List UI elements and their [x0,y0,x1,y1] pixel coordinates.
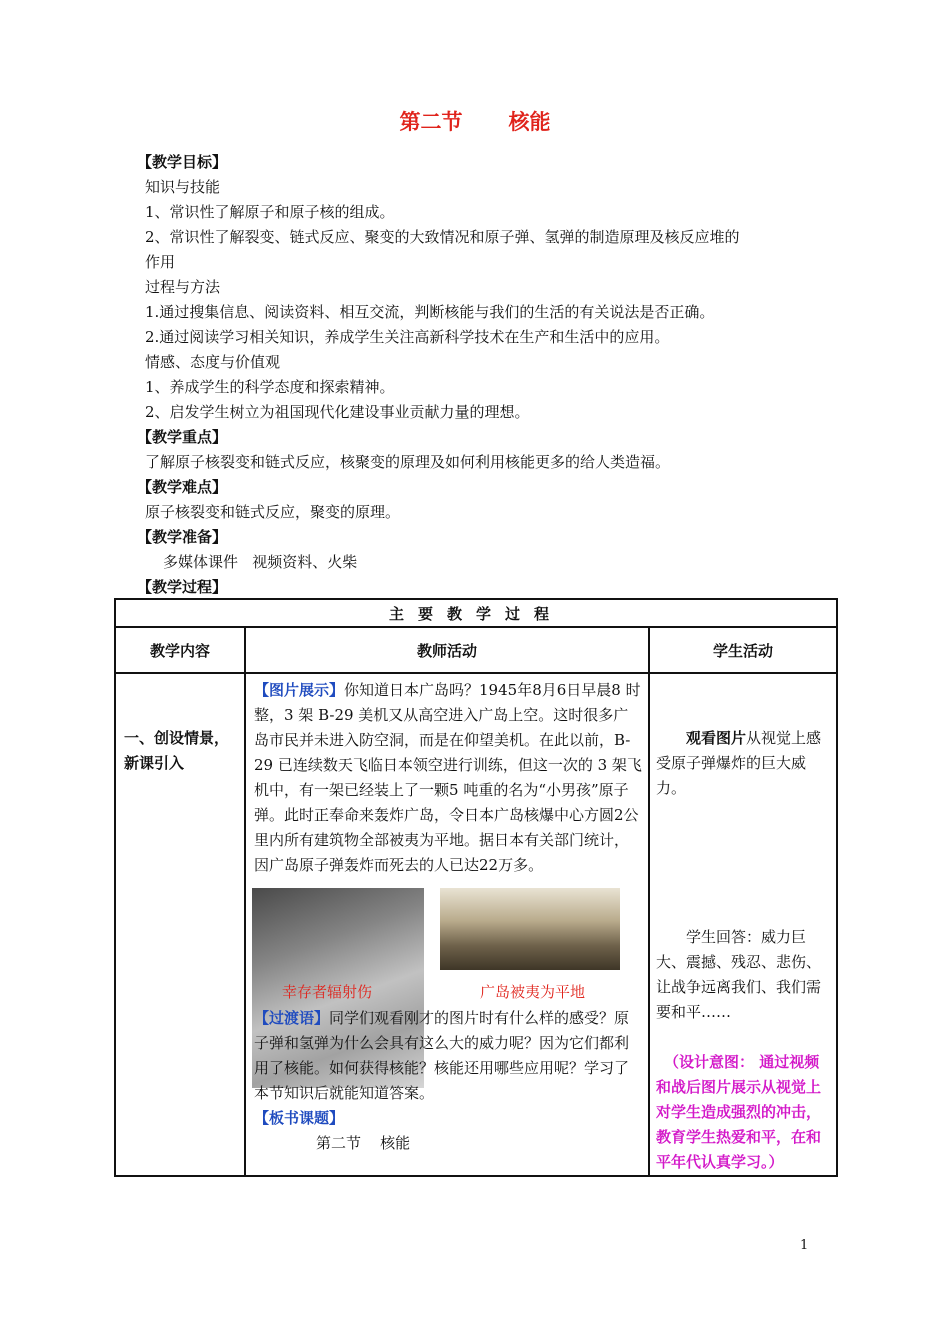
design-intent-note: （设计意图： 通过视频和战后图片展示从视觉上对学生造成强烈的冲击，教育学生热爱和平，在和平年代认真学习。） [656,1053,822,1171]
column-header-student: 学生活动 [649,627,837,673]
picture-text: 你知道日本广岛吗？1945年8月6日早晨8 时整，3 架 B-29 美机又从高空进入广岛上空。这时很多广岛市民并未进入防空洞，而是在仰望美机。在此以前，B-29 已连续数天飞临日本领空进行训练，但这一次的 3 架飞机中，有一架已经装上了一颗5 吨重的名为“小男孩”原子弹。此时正奉命来轰炸广岛，令日本广岛核爆中心方圆2公里内所有建筑物全部被夷为平地。据日本有关部门统计，因广岛原子弹轰炸而死去的人已达22万多。 [254,681,642,874]
picture-paragraph [254,678,642,878]
picture-tag: 【图片展示】 [254,681,345,699]
objective-line: 2.通过阅读学习相关知识，养成学生关注高新科学技术在生产和生活中的应用。 [145,328,670,346]
page-title [0,106,950,136]
objective-line: 情感、态度与价值观 [145,353,281,371]
lesson-intro [137,150,825,600]
student-observe-bold: 观看图片 [686,729,747,747]
table-header: 主要教学过程 [115,599,837,627]
teacher-activity-cell [245,673,649,1176]
column-header-teacher: 教师活动 [245,627,649,673]
student-activity-cell [649,673,837,1176]
objective-line: 2、常识性了解裂变、链式反应、聚变的大致情况和原子弹、氢弹的制造原理及核反应堆的 [145,228,740,246]
content-line: 新课引入 [124,754,185,772]
column-header-content: 教学内容 [115,627,245,673]
objective-line: 过程与方法 [145,278,221,296]
objective-line: 1.通过搜集信息、阅读资料、相互交流，判断核能与我们的生活的有关说法是否正确。 [145,303,715,321]
board-tag: 【板书课题】 [254,1109,345,1127]
content-line: 一、创设情景， [124,729,230,747]
key-points-heading: 【教学重点】 [137,428,228,446]
photo-caption-survivor: 幸存者辐射伤 [282,983,373,1001]
difficulties-text: 原子核裂变和链式反应，聚变的原理。 [145,503,401,521]
student-observe-text: 从视觉上感受原子弹爆炸的巨大威力。 [656,729,822,797]
hiroshima-ruins-photo [440,888,620,970]
title-topic: 核能 [508,110,551,134]
photo-caption-ruins: 广岛被夷为平地 [480,983,586,1001]
preparation-heading: 【教学准备】 [137,528,228,546]
student-observe [656,726,832,801]
objective-line: 作用 [145,253,176,271]
process-heading: 【教学过程】 [137,578,228,596]
objective-line: 1、养成学生的科学态度和探索精神。 [145,378,395,396]
student-answer: 学生回答：威力巨大、震撼、残忍、悲伤、让战争远离我们、我们需要和平…… [656,928,822,1021]
objective-line: 1、常识性了解原子和原子核的组成。 [145,203,395,221]
objective-line: 2、启发学生树立为祖国现代化建设事业贡献力量的理想。 [145,403,530,421]
transition-text: 同学们观看刚才的图片时有什么样的感受？原子弹和氢弹为什么会具有这么大的威力呢？因为它们都利用了核能。如何获得核能？核能还用哪些应用呢？学习了本节知识后就能知道答案。 [254,1009,630,1102]
photo-area [254,888,642,1006]
page-number: 1 [800,1238,809,1253]
preparation-text: 多媒体课件 视频资料、火柴 [163,553,358,571]
objectives-heading: 【教学目标】 [137,153,228,171]
objective-line: 知识与技能 [145,178,221,196]
difficulties-heading: 【教学难点】 [137,478,228,496]
transition-paragraph [254,1006,642,1106]
teaching-process-table [114,598,838,1177]
key-points-text: 了解原子核裂变和链式反应，核聚变的原理及如何利用核能更多的给人类造福。 [145,453,671,471]
transition-tag: 【过渡语】 [254,1009,330,1027]
board-text: 第二节 核能 [316,1134,411,1152]
content-cell [115,673,245,1176]
title-section: 第二节 [399,110,463,134]
